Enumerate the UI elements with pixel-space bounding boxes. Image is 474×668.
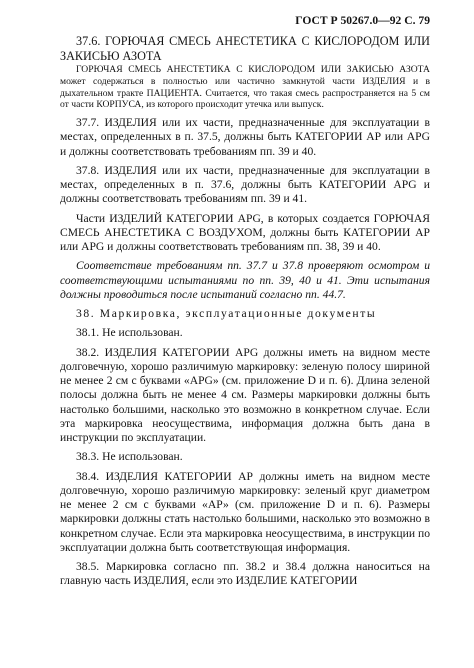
paragraph-37-8: 37.8. ИЗДЕЛИЯ или их части, предназначенные для эксплуатации в местах, определенных в п. 37.6, должны быть КАТЕГОРИИ APG и должны соответствовать требованиям пп. 39 и 41. <box>60 163 430 206</box>
paragraph-compliance-check: Соответствие требованиям пп. 37.7 и 37.8 проверяют осмотром и соответствующими испытаниями по пп. 39, 40 и 41. Эти испытания должны проводиться после испытаний согласно пп. 44.7. <box>60 259 430 301</box>
paragraph-38-4: 38.4. ИЗДЕЛИЯ КАТЕГОРИИ АР должны иметь на видном месте долговечную, хорошо различимую маркировку: зеленый круг диаметром не менее 2 см с буквами «АР» (см. приложение D и п. 6). Размеры маркировки должны стать настолько большими, насколько это возможно в конкретном случае. Если эта маркировка неосуществима, в инструкции по эксплуатации должна быть соответствующая информация. <box>60 469 430 554</box>
section-heading-38: 38. Маркировка, эксплуатационные документы <box>76 307 377 321</box>
paragraph-38-1: 38.1. Не использован. <box>76 326 183 340</box>
paragraph-38-2: 38.2. ИЗДЕЛИЯ КАТЕГОРИИ APG должны иметь на видном месте долговечную, хорошо различимую маркировку: зеленую полосу шириной не менее 2 см с буквами «APG» (см. приложение D и п. 6). Длина зеленой полосы должна быть не менее 4 см. Размеры маркировки должны быть настолько большими, насколько это возможно в конкретном случае. Если эта маркировка неосуществима, информация должна быть дана в инструкции по эксплуатации. <box>60 345 430 445</box>
section-heading-37-6: 37.6. ГОРЮЧАЯ СМЕСЬ АНЕСТЕТИКА С КИСЛОРОДОМ ИЛИ ЗАКИСЬЮ АЗОТА <box>60 34 430 64</box>
paragraph-apg-parts: Части ИЗДЕЛИЙ КАТЕГОРИИ APG, в которых создается ГОРЮЧАЯ СМЕСЬ АНЕСТЕТИКА С ВОЗДУХОМ, должны быть КАТЕГОРИИ АР или APG и должны соответствовать требованиям пп. 38, 39 и 40. <box>60 211 430 254</box>
paragraph-37-7: 37.7. ИЗДЕЛИЯ или их части, предназначенные для эксплуатации в местах, определенных в п. 37.5, должны быть КАТЕГОРИИ АР или APG и должны соответствовать требованиям пп. 39 и 40. <box>60 116 430 158</box>
paragraph-37-6-text: ГОРЮЧАЯ СМЕСЬ АНЕСТЕТИКА С КИСЛОРОДОМ ИЛИ ЗАКИСЬЮ АЗОТА может содержаться в полностью или частично замкнутой части ИЗДЕЛИЯ и в дыхательном тракте ПАЦИЕНТА. Считается, что такая смесь распространяется на 5 см от части КОРПУСА, из которого происходит утечка или выпуск. <box>60 64 430 111</box>
paragraph-38-3: 38.3. Не использован. <box>76 450 183 464</box>
page-header: ГОСТ Р 50267.0—92 С. 79 <box>295 14 430 27</box>
paragraph-38-5: 38.5. Маркировка согласно пп. 38.2 и 38.4 должна наноситься на главную часть ИЗДЕЛИЯ, если это ИЗДЕЛИЕ КАТЕГОРИИ <box>60 560 430 588</box>
